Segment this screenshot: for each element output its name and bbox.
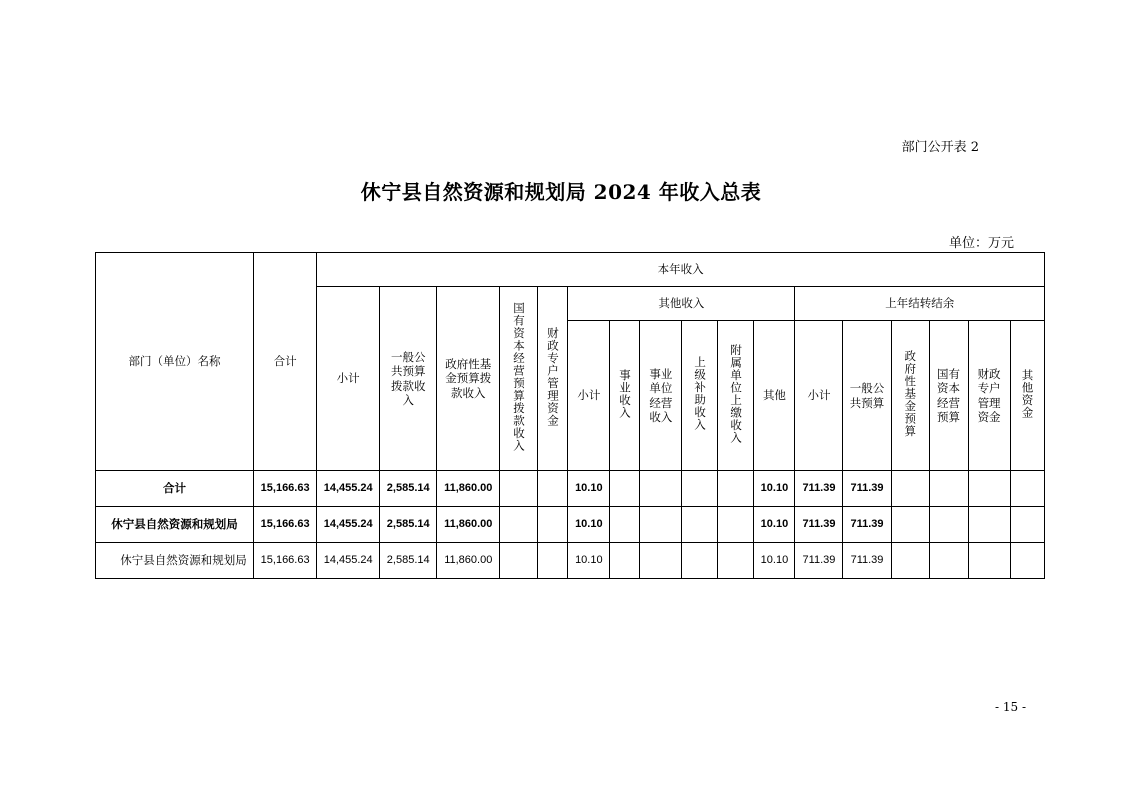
table-row-total bbox=[96, 471, 1045, 507]
cell-general-budget: 2,585.14 bbox=[380, 471, 437, 507]
cell-affiliated-payment bbox=[718, 507, 754, 543]
cell-gov-fund: 11,860.00 bbox=[437, 471, 500, 507]
cell-general-budget: 2,585.14 bbox=[380, 507, 437, 543]
header-carry-other: 其他资金 bbox=[1010, 321, 1044, 471]
cell-carry-general: 711.39 bbox=[843, 543, 891, 579]
table-number-label: 部门公开表 2 bbox=[901, 140, 979, 155]
cell-fiscal-special bbox=[538, 507, 568, 543]
page-title: 休宁县自然资源和规划局 2024 年收入总表 bbox=[360, 180, 762, 204]
cell-general-budget: 2,585.14 bbox=[380, 543, 437, 579]
cell-state-capital bbox=[500, 543, 538, 579]
cell-total: 15,166.63 bbox=[254, 471, 317, 507]
cell-carry-subtotal: 711.39 bbox=[795, 471, 843, 507]
cell-carry-state-capital bbox=[929, 543, 968, 579]
cell-total: 15,166.63 bbox=[254, 507, 317, 543]
cell-unit-operating bbox=[640, 543, 682, 579]
row-name: 合计 bbox=[96, 471, 254, 507]
header-other: 其他 bbox=[754, 321, 795, 471]
cell-superior-subsidy bbox=[682, 471, 718, 507]
cell-carry-general: 711.39 bbox=[843, 507, 891, 543]
header-carry-general: 一般公共预算 bbox=[843, 321, 891, 471]
header-carry-subtotal: 小计 bbox=[795, 321, 843, 471]
header-other-income: 其他收入 bbox=[568, 287, 795, 321]
table-row-department bbox=[96, 507, 1045, 543]
header-total: 合计 bbox=[254, 253, 317, 471]
cell-carry-fiscal bbox=[968, 543, 1010, 579]
cell-superior-subsidy bbox=[682, 507, 718, 543]
cell-subtotal: 14,455.24 bbox=[317, 507, 380, 543]
cell-carry-state-capital bbox=[929, 471, 968, 507]
cell-state-capital bbox=[500, 507, 538, 543]
cell-carry-other bbox=[1010, 507, 1044, 543]
header-superior-subsidy: 上级补助收入 bbox=[682, 321, 718, 471]
header-general-budget: 一般公共预算拨款收入 bbox=[380, 287, 437, 471]
cell-unit-operating bbox=[640, 507, 682, 543]
cell-superior-subsidy bbox=[682, 543, 718, 579]
header-business-income: 事业收入 bbox=[610, 321, 640, 471]
header-carry-gov-fund: 政府性基金预算 bbox=[891, 321, 929, 471]
cell-carry-fiscal bbox=[968, 507, 1010, 543]
cell-business-income bbox=[610, 507, 640, 543]
cell-carry-fiscal bbox=[968, 471, 1010, 507]
cell-fiscal-special bbox=[538, 543, 568, 579]
header-subtotal: 小计 bbox=[317, 287, 380, 471]
cell-carry-state-capital bbox=[929, 507, 968, 543]
header-gov-fund: 政府性基金预算拨款收入 bbox=[437, 287, 500, 471]
page-number: - 15 - bbox=[994, 700, 1026, 714]
cell-business-income bbox=[610, 471, 640, 507]
cell-carry-other bbox=[1010, 471, 1044, 507]
cell-subtotal: 14,455.24 bbox=[317, 543, 380, 579]
cell-other: 10.10 bbox=[754, 471, 795, 507]
header-current-income: 本年收入 bbox=[317, 253, 1045, 287]
cell-affiliated-payment bbox=[718, 543, 754, 579]
header-state-capital: 国有资本经营预算拨款收入 bbox=[500, 287, 538, 471]
header-fiscal-special: 财政专户管理资金 bbox=[538, 287, 568, 471]
cell-other: 10.10 bbox=[754, 543, 795, 579]
header-carryover: 上年结转结余 bbox=[795, 287, 1045, 321]
cell-other-subtotal: 10.10 bbox=[568, 543, 610, 579]
cell-carry-other bbox=[1010, 543, 1044, 579]
cell-other-subtotal: 10.10 bbox=[568, 507, 610, 543]
income-summary-table bbox=[95, 252, 1045, 579]
cell-state-capital bbox=[500, 471, 538, 507]
cell-unit-operating bbox=[640, 471, 682, 507]
cell-carry-subtotal: 711.39 bbox=[795, 507, 843, 543]
header-carry-fiscal: 财政专户管理资金 bbox=[968, 321, 1010, 471]
cell-subtotal: 14,455.24 bbox=[317, 471, 380, 507]
cell-gov-fund: 11,860.00 bbox=[437, 507, 500, 543]
cell-business-income bbox=[610, 543, 640, 579]
header-affiliated-payment: 附属单位上缴收入 bbox=[718, 321, 754, 471]
header-other-subtotal: 小计 bbox=[568, 321, 610, 471]
table-row-unit bbox=[96, 543, 1045, 579]
row-name: 休宁县自然资源和规划局 bbox=[96, 543, 254, 579]
header-dept-name: 部门（单位）名称 bbox=[96, 253, 254, 471]
cell-carry-gov-fund bbox=[891, 507, 929, 543]
header-unit-operating: 事业单位经营收入 bbox=[640, 321, 682, 471]
cell-affiliated-payment bbox=[718, 471, 754, 507]
cell-other: 10.10 bbox=[754, 507, 795, 543]
cell-total: 15,166.63 bbox=[254, 543, 317, 579]
unit-label: 单位：万元 bbox=[948, 236, 1014, 251]
cell-carry-gov-fund bbox=[891, 543, 929, 579]
cell-carry-subtotal: 711.39 bbox=[795, 543, 843, 579]
row-name: 休宁县自然资源和规划局 bbox=[96, 507, 254, 543]
header-carry-state-capital: 国有资本经营预算 bbox=[929, 321, 968, 471]
cell-other-subtotal: 10.10 bbox=[568, 471, 610, 507]
cell-fiscal-special bbox=[538, 471, 568, 507]
cell-carry-gov-fund bbox=[891, 471, 929, 507]
cell-gov-fund: 11,860.00 bbox=[437, 543, 500, 579]
cell-carry-general: 711.39 bbox=[843, 471, 891, 507]
